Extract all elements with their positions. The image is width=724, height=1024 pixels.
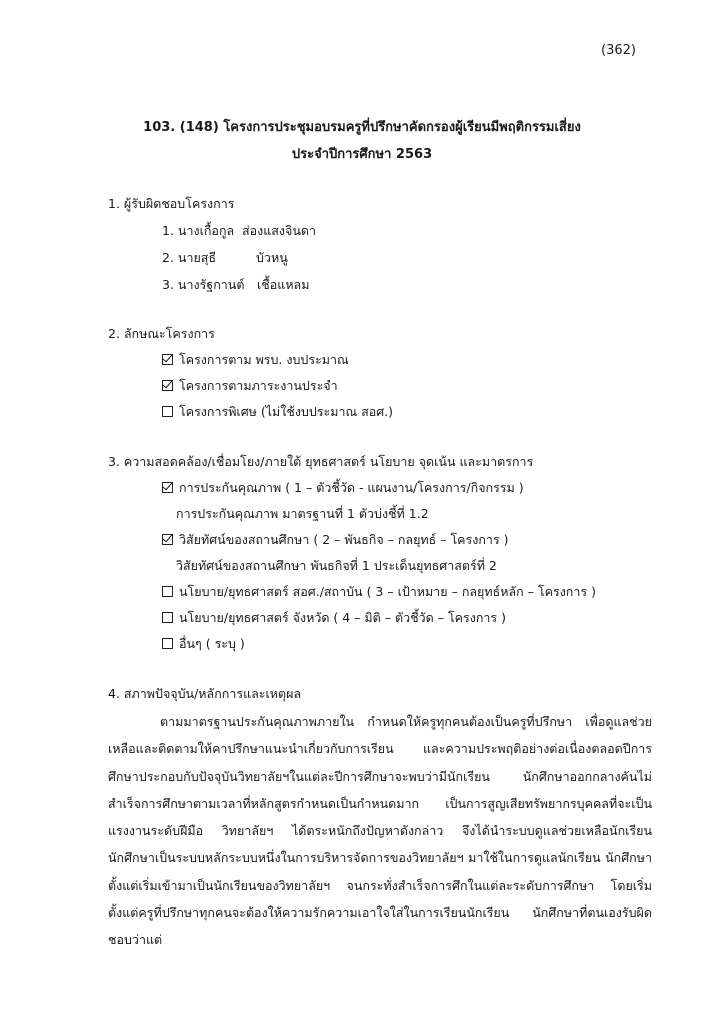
checkbox-checked[interactable] bbox=[162, 482, 173, 493]
member-1 bbox=[162, 221, 316, 241]
alignment-item-4 bbox=[162, 608, 506, 628]
alignment-item-2 bbox=[162, 530, 509, 550]
member-last-name: ส่องแสงจินดา bbox=[242, 223, 317, 238]
section1-heading: 1. ผู้รับผิดชอบโครงการ bbox=[108, 196, 235, 211]
document-title-line2: ประจำปีการศึกษา 2563 bbox=[291, 147, 433, 162]
member-number: 1. bbox=[162, 223, 174, 238]
item-label: การประกันคุณภาพ ( 1 – ตัวชี้วัด - แผนงาน/โครงการ/กิจกรรม ) bbox=[179, 480, 524, 495]
member-last-name: บัวหนู bbox=[256, 250, 288, 265]
checkbox-unchecked[interactable] bbox=[162, 406, 173, 417]
member-3 bbox=[162, 275, 309, 295]
section4-heading: 4. สภาพปัจจุบัน/หลักการและเหตุผล bbox=[108, 686, 302, 701]
checkbox-checked[interactable] bbox=[162, 534, 173, 545]
project-type-option-2 bbox=[162, 376, 338, 396]
project-type-option-1 bbox=[162, 350, 349, 370]
rationale-paragraph bbox=[108, 708, 652, 954]
member-number: 2. bbox=[162, 250, 174, 265]
member-first-name: นางรัฐกานต์ bbox=[177, 277, 245, 292]
item-label: นโยบาย/ยุทธศาสตร์ สอศ./สถาบัน ( 3 – เป้าหมาย – กลยุทธ์หลัก – โครงการ ) bbox=[179, 584, 596, 599]
alignment-item-3 bbox=[162, 582, 596, 602]
member-number: 3. bbox=[162, 277, 174, 292]
checkbox-unchecked[interactable] bbox=[162, 612, 173, 623]
checkbox-checked[interactable] bbox=[162, 380, 173, 391]
checkbox-unchecked[interactable] bbox=[162, 638, 173, 649]
document-title-line1: 103. (148) โครงการประชุมอบรมครูที่ปรึกษาคัดกรองผู้เรียนมีพฤติกรรมเสี่ยง bbox=[143, 120, 581, 135]
option-label: โครงการตาม พรบ. งบประมาณ bbox=[179, 352, 349, 367]
page-number: (362) bbox=[601, 43, 636, 58]
item-label: อื่นๆ ( ระบุ ) bbox=[179, 636, 245, 651]
member-first-name: นางเกื้อกูล bbox=[177, 223, 235, 238]
checkbox-checked[interactable] bbox=[162, 354, 173, 365]
alignment-item-1 bbox=[162, 478, 524, 498]
option-label: โครงการพิเศษ (ไม่ใช้งบประมาณ สอศ.) bbox=[179, 404, 393, 419]
alignment-item-1-detail: การประกันคุณภาพ มาตรฐานที่ 1 ตัวบ่งชี้ที่ 1.2 bbox=[176, 506, 429, 521]
item-label: วิสัยทัศน์ของสถานศึกษา ( 2 – พันธกิจ – กลยุทธ์ – โครงการ ) bbox=[179, 532, 509, 547]
rationale-text: ตามมาตรฐานประกันคุณภาพภายใน กำหนดให้ครูทุกคนต้องเป็นครูที่ปรึกษา เพื่อดูแลช่วยเหลือและติดตามให้คาปรึกษาแนะนำเกี่ยวกับการเรียน และความประพฤติอย่างต่อเนื่องตลอดปีการศึกษาประกอบกับปัจจุบันวิทยาลัยฯในแต่ละปีการศึกษาจะพบว่ามีนักเรียน นักศึกษาออกกลางคันไม่สำเร็จการศึกษาตามเวลาที่หลักสูตรกำหนดเป็นกำหนดมาก เป็นการสูญเสียทรัพยากรบุคคลที่จะเป็นแรงงานระดับฝีมือ วิทยาลัยฯ ได้ตระหนักถึงปัญหาดังกล่าว จึงได้นำระบบดูแลช่วยเหลือนักเรียนนักศึกษาเป็นระบบหลักระบบหนึ่งในการบริหารจัดการของวิทยาลัยฯ มาใช้ในการดูแลนักเรียน นักศึกษาตั้งแต่เริ่มเข้ามาเป็นนักเรียนของวิทยาลัยฯ จนกระทั่งสำเร็จการศึกในแต่ละระดับการศึกษา โดยเริ่มตั้งแต่ครูที่ปรึกษาทุกคนจะต้องให้ความรักความเอาใจใส่ในการเรียนนักเรียน นักศึกษาที่ตนเองรับผิดชอบว่าแต่ bbox=[108, 714, 652, 948]
section2-heading: 2. ลักษณะโครงการ bbox=[108, 326, 215, 341]
item-label: นโยบาย/ยุทธศาสตร์ จังหวัด ( 4 – มิติ – ตัวชี้วัด – โครงการ ) bbox=[179, 610, 506, 625]
option-label: โครงการตามภาระงานประจำ bbox=[179, 378, 338, 393]
member-first-name: นายสุธี bbox=[177, 250, 217, 265]
section3-heading: 3. ความสอดคล้อง/เชื่อมโยง/ภายใต้ ยุทธศาสตร์ นโยบาย จุดเน้น และมาตรการ bbox=[108, 454, 534, 469]
alignment-item-2-detail: วิสัยทัศน์ของสถานศึกษา พันธกิจที่ 1 ประเด็นยุทธศาสตร์ที่ 2 bbox=[176, 558, 497, 573]
project-type-option-3 bbox=[162, 402, 393, 422]
alignment-item-5 bbox=[162, 634, 245, 654]
member-2 bbox=[162, 248, 288, 268]
checkbox-unchecked[interactable] bbox=[162, 586, 173, 597]
member-last-name: เชื้อแหลม bbox=[257, 277, 310, 292]
